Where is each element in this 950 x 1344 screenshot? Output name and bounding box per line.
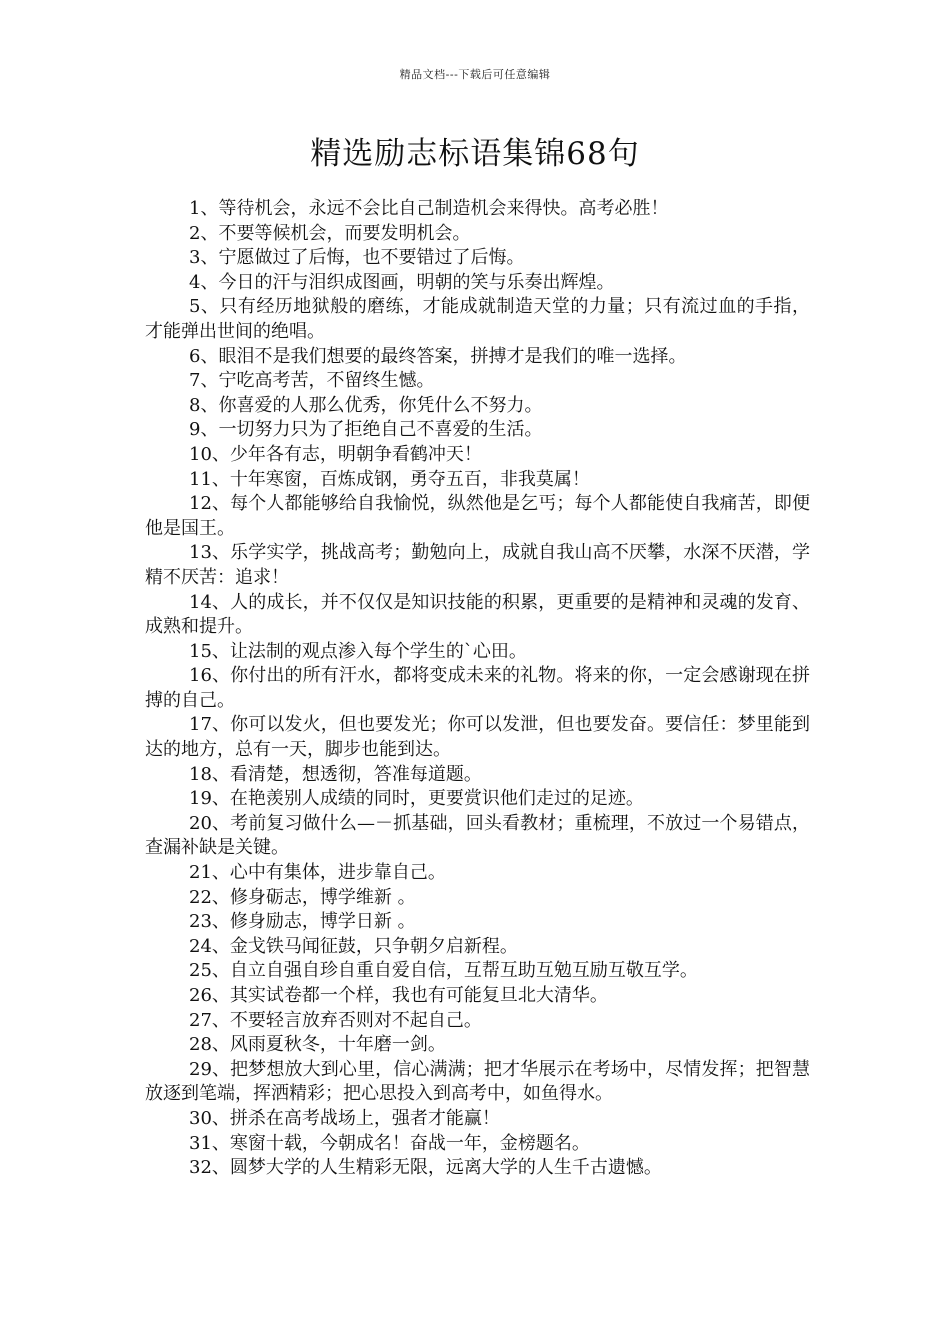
slogan-item: 4、今日的汗与泪织成图画，明朝的笑与乐奏出辉煌。 [189,271,615,293]
slogan-item: 3、宁愿做过了后悔，也不要错过了后悔。 [189,247,525,269]
slogan-item: 29、把梦想放大到心里，信心满满；把才华展示在考场中，尽情发挥；把智慧放逐到笔端，挥洒精彩；把心思投入到高考中，如鱼得水。 [145,1058,810,1105]
slogan-item: 19、在艳羡别人成绩的同时，更要赏识他们走过的足迹。 [189,788,644,810]
slogan-item: 7、宁吃高考苦，不留终生憾。 [189,370,435,392]
slogan-item: 5、只有经历地狱般的磨练，才能成就制造天堂的力量；只有流过血的手指，才能弹出世间的绝唱。 [145,296,810,342]
slogan-item: 31、寒窗十载，今朝成名！奋战一年，金榜题名。 [189,1132,590,1154]
slogan-item: 25、自立自强自珍自重自爱自信，互帮互助互勉互励互敬互学。 [189,960,698,982]
slogan-item: 27、不要轻言放弃否则对不起自己。 [189,1009,482,1031]
slogan-item: 8、你喜爱的人那么优秀，你凭什么不努力。 [189,394,543,416]
slogan-item: 11、十年寒窗，百炼成钢，勇夺五百，非我莫属！ [189,468,590,490]
slogan-item: 2、不要等候机会，而要发明机会。 [189,222,471,244]
slogan-item: 30、拼杀在高考战场上，强者才能赢！ [189,1107,500,1129]
slogan-item: 15、让法制的观点渗入每个学生的`心田。 [189,640,527,662]
slogan-item: 18、看清楚，想透彻，答准每道题。 [189,763,482,785]
slogan-item: 13、乐学实学，挑战高考；勤勉向上，成就自我山高不厌攀，水深不厌潜，学精不厌苦：追求！ [145,542,810,588]
slogan-item: 28、风雨夏秋冬，十年磨一剑。 [189,1034,446,1056]
slogan-item: 1、等待机会，永远不会比自己制造机会来得快。高考必胜！ [189,198,669,219]
slogan-item: 20、考前复习做什么—－抓基础，回头看教材；重梳理，不放过一个易错点，查漏补缺是关键。 [145,812,810,859]
slogan-item: 16、你付出的所有汗水，都将变成未来的礼物。将来的你，一定会感谢现在拼搏的自己。 [145,665,810,711]
slogan-item: 14、人的成长，并不仅仅是知识技能的积累，更重要的是精神和灵魂的发育、成熟和提升。 [145,591,810,638]
slogan-item: 22、修身砺志，博学维新 。 [189,886,416,908]
slogan-item: 12、每个人都能够给自我愉悦，纵然他是乞丐；每个人都能使自我痛苦，即便他是国王。 [145,493,810,539]
slogan-item: 24、金戈铁马闻征鼓，只争朝夕启新程。 [189,935,518,957]
slogan-item: 26、其实试卷都一个样，我也有可能复旦北大清华。 [189,985,608,1006]
header-note: 精品文档---下载后可任意编辑 [399,68,551,81]
slogan-item: 23、修身励志，博学日新 。 [189,911,416,933]
slogan-item: 9、一切努力只为了拒绝自己不喜爱的生活。 [189,419,543,441]
slogan-item: 10、少年各有志，明朝争看鹤冲天！ [189,443,482,465]
slogan-item: 32、圆梦大学的人生精彩无限，远离大学的人生千古遗憾。 [189,1157,662,1179]
document-title: 精选励志标语集锦68句 [310,136,640,172]
slogan-item: 6、眼泪不是我们想要的最终答案，拼搏才是我们的唯一选择。 [189,345,687,367]
slogan-item: 17、你可以发火，但也要发光；你可以发泄，但也要发奋。要信任：梦里能到达的地方，总有一天，脚步也能到达。 [145,714,810,761]
slogan-list [145,197,810,1181]
slogan-item: 21、心中有集体，进步靠自己。 [189,862,446,884]
